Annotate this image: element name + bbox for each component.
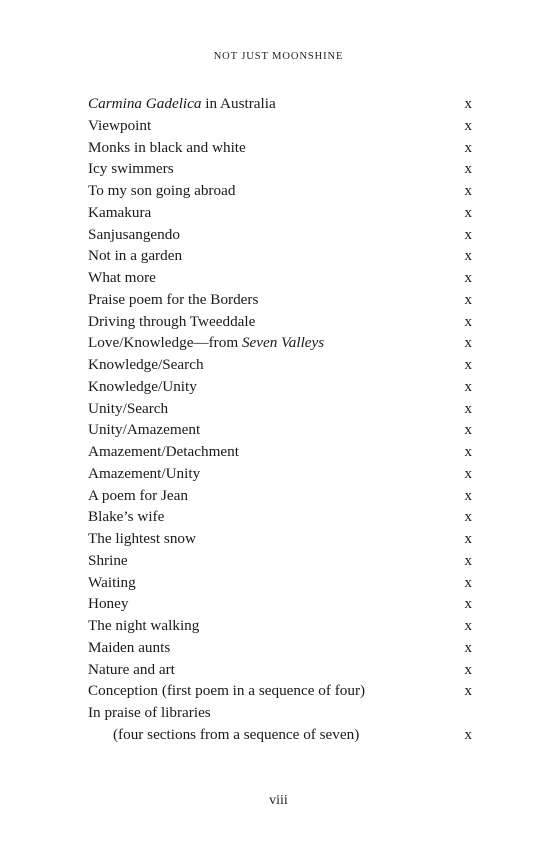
toc-entry-title-text: in Australia [201, 95, 276, 112]
toc-entry-title [88, 115, 151, 137]
toc-entry-title [88, 528, 196, 550]
toc-entry-title-text: Nature and art [88, 660, 175, 678]
toc-entry [88, 572, 472, 594]
toc-entry-page: x [464, 378, 472, 395]
toc-entry [88, 659, 472, 681]
toc-entry-title-text: Knowledge/Unity [88, 377, 197, 395]
toc-entry [88, 485, 472, 507]
toc-entry-page: x [464, 531, 472, 547]
toc-entry [88, 180, 472, 202]
toc-entry-title-text: Love/Knowledge—from [88, 334, 242, 352]
toc-entry [88, 550, 472, 572]
toc-entry-title-text: Unity/Amazement [88, 421, 201, 439]
toc-entry [88, 267, 472, 289]
toc-entry-title-italic: Carmina Gadelica [88, 95, 202, 112]
toc-entry [88, 398, 472, 420]
toc-entry-title-text: Viewpoint [88, 116, 152, 134]
toc-entry [88, 311, 472, 333]
toc-entry-title-text: Waiting [88, 573, 136, 591]
toc-entry-page: x [464, 574, 472, 591]
toc-entry-page: x [464, 487, 472, 504]
toc-entry-title [88, 224, 180, 246]
toc-entry [88, 93, 472, 115]
toc-entry-title [88, 289, 258, 311]
toc-entry [88, 137, 472, 159]
toc-entry-title [88, 593, 129, 615]
toc-entry-title-text: In praise of libraries [88, 704, 211, 721]
toc-entry-title-text: Conception (first poem in a sequence of four) [88, 682, 366, 700]
toc-entry-page: x [464, 618, 472, 634]
toc-entry-title [88, 93, 276, 115]
toc-entry-title-text: A poem for Jean [88, 486, 188, 504]
toc-entry-page: x [464, 313, 472, 330]
toc-entry-title-text: Kamakura [88, 203, 152, 221]
toc-entry [88, 615, 472, 637]
toc-entry-page: x [464, 552, 472, 569]
toc-entry [88, 528, 472, 550]
toc-entry-title-text: Praise poem for the Borders [88, 290, 259, 308]
toc-entry-title-text: Icy swimmers [88, 160, 174, 178]
toc-entry-title-text: Sanjusangendo [88, 225, 180, 243]
toc-entry-title-text: (four sections from a sequence of seven) [113, 725, 360, 743]
toc-entry-title-text: What more [88, 269, 156, 286]
toc-entry-title-text: Not in a garden [88, 247, 183, 265]
toc-entry-title [88, 398, 168, 420]
toc-entry [88, 376, 472, 398]
toc-entry [88, 724, 472, 746]
toc-entry-title-text: Blake’s wife [88, 508, 165, 526]
toc-entry [88, 506, 472, 528]
toc-entry [88, 289, 472, 311]
toc-entry [88, 224, 472, 246]
toc-entry-page: x [464, 400, 472, 417]
toc-entry-title-text: Monks in black and white [88, 138, 246, 156]
toc-entry-title-text: Amazement/Unity [88, 464, 201, 482]
toc-entry-page: x [464, 183, 472, 199]
toc-entry-title [88, 485, 188, 507]
toc-entry-title [88, 158, 174, 180]
toc-entry-page: x [464, 270, 472, 286]
toc-entry-title [88, 180, 235, 202]
toc-entry-title [88, 702, 211, 724]
toc-entry-title-text: Amazement/Detachment [88, 443, 239, 460]
toc-entry-page: x [464, 639, 472, 656]
toc-entry-title [88, 724, 359, 746]
toc-entry-title [88, 354, 204, 376]
toc-entry [88, 593, 472, 615]
toc-entry-title [88, 572, 136, 594]
toc-entry-title [88, 376, 197, 398]
toc-entry-title-text: To my son going abroad [88, 182, 236, 199]
table-of-contents [88, 93, 472, 746]
toc-entry-title-text: Maiden aunts [88, 638, 171, 656]
toc-entry-title [88, 267, 156, 289]
toc-entry-page: x [464, 291, 472, 308]
toc-entry-title-text: Unity/Search [88, 399, 169, 417]
toc-entry-page: x [464, 248, 472, 265]
toc-entry [88, 202, 472, 224]
toc-entry-title [88, 659, 175, 681]
toc-entry-page: x [464, 335, 472, 352]
toc-entry [88, 158, 472, 180]
toc-entry [88, 702, 472, 724]
toc-entry [88, 332, 472, 354]
toc-entry [88, 441, 472, 463]
toc-entry [88, 115, 472, 137]
toc-entry [88, 463, 472, 485]
toc-entry-title [88, 419, 200, 441]
toc-entry-page: x [464, 117, 472, 134]
toc-entry-title-text: Shrine [88, 551, 128, 569]
toc-entry-page: x [464, 96, 472, 112]
page-number: viii [269, 793, 288, 808]
toc-entry-title-text: The lightest snow [88, 530, 196, 547]
toc-entry-title-text: The night walking [88, 617, 200, 634]
toc-entry-page: x [464, 161, 472, 178]
toc-entry-page: x [464, 726, 472, 743]
toc-entry-title-text: Honey [88, 595, 129, 613]
toc-entry-title [88, 680, 365, 702]
toc-entry-page: x [464, 444, 472, 460]
toc-entry-title [88, 137, 246, 159]
toc-entry-title [88, 637, 170, 659]
toc-entry-title [88, 506, 164, 528]
running-head: NOT JUST MOONSHINE [213, 51, 344, 62]
toc-entry-page: x [464, 139, 472, 156]
toc-entry [88, 354, 472, 376]
toc-entry-title [88, 441, 239, 463]
toc-entry [88, 637, 472, 659]
toc-entry-title [88, 332, 324, 354]
toc-entry-title [88, 202, 151, 224]
toc-entry [88, 245, 472, 267]
toc-entry-title [88, 463, 200, 485]
toc-entry-page: x [464, 226, 472, 243]
toc-entry-page: x [464, 422, 472, 439]
toc-entry-title-text: Knowledge/Search [88, 356, 204, 373]
toc-entry-title [88, 245, 182, 267]
toc-entry-page: x [464, 683, 472, 700]
toc-entry-title [88, 311, 255, 333]
toc-entry-page: x [464, 357, 472, 373]
toc-entry-title [88, 615, 199, 637]
toc-entry-title-italic: Seven Valleys [241, 334, 325, 352]
toc-entry-page: x [464, 661, 472, 678]
toc-entry-page: x [464, 204, 472, 221]
toc-entry-title-text: Driving through Tweeddale [88, 312, 256, 330]
toc-entry-page: x [464, 509, 472, 526]
toc-entry [88, 419, 472, 441]
toc-entry-page: x [464, 596, 472, 613]
toc-entry [88, 680, 472, 702]
toc-entry-title [88, 550, 128, 572]
toc-entry-page: x [464, 465, 472, 482]
